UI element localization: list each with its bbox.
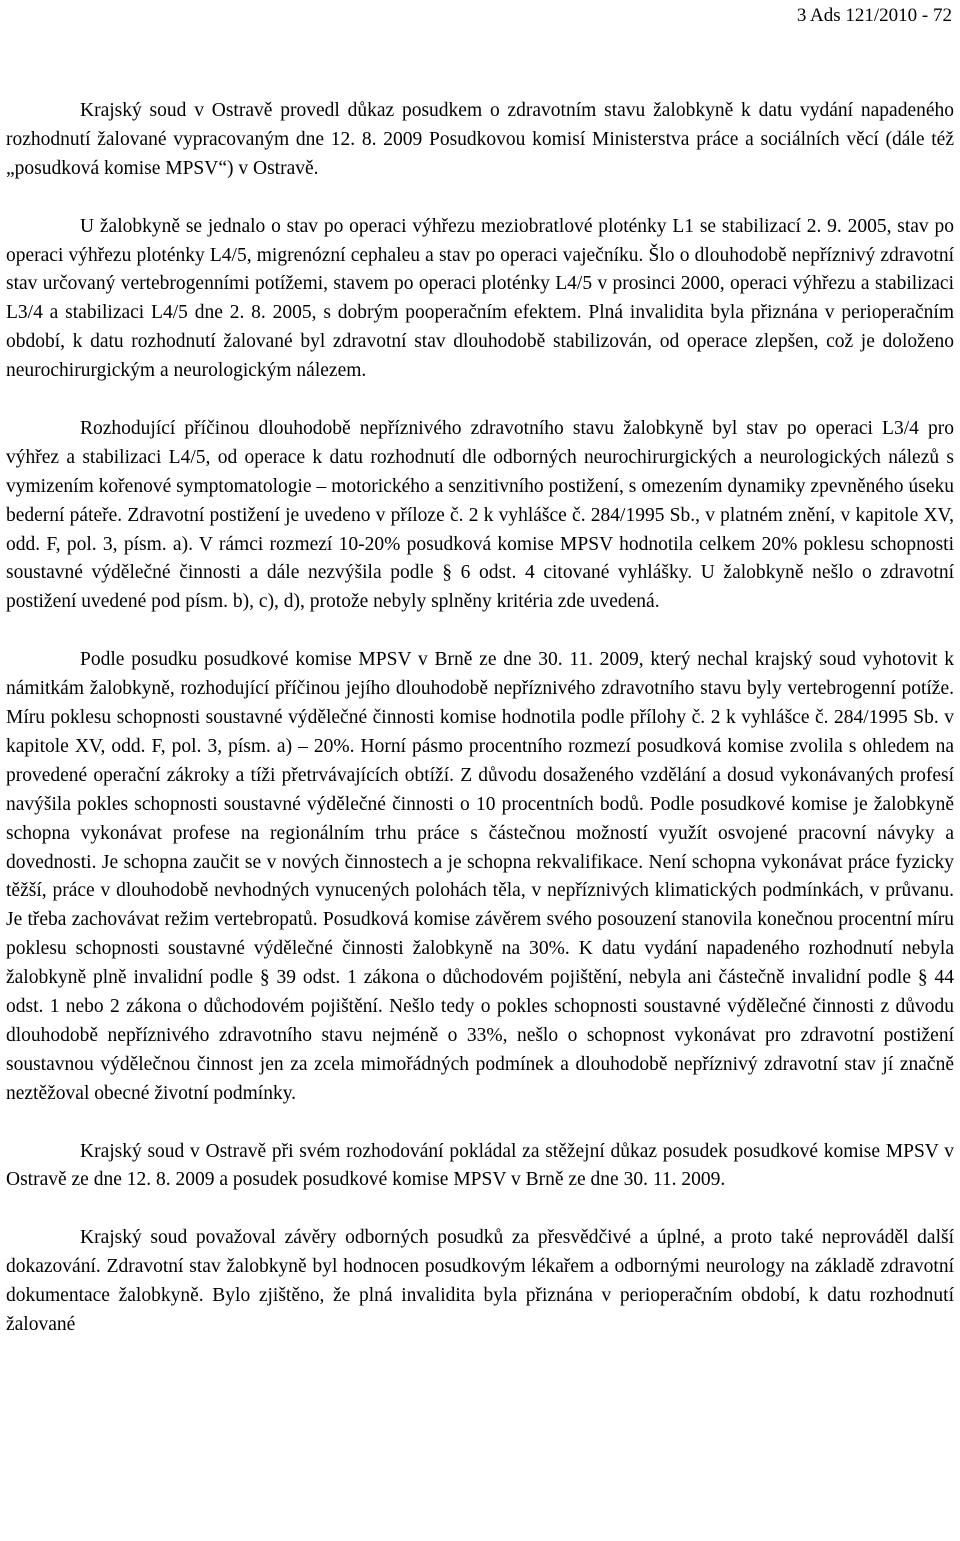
paragraph-4: Podle posudku posudkové komise MPSV v Brně ze dne 30. 11. 2009, který nechal krajský soud vyhotovit k námitkám žalobkyně, rozhodující příčinou jejího dlouhodobě nepříznivého zdravotního stavu byly vertebrogenní potíže. Míru poklesu schopnosti soustavné výdělečné činnosti komise hodnotila podle přílohy č. 2 k vyhlášce č. 284/1995 Sb. v kapitole XV, odd. F, pol. 3, písm. a) – 20%. Horní pásmo procentního rozmezí posudková komise zvolila s ohledem na provedené operační zákroky a tíži přetrvávajících obtíží. Z důvodu dosaženého vzdělání a dosud vykonávaných profesí navýšila pokles schopnosti soustavné výdělečné činnosti o 10 procentních bodů. Podle posudkové komise je žalobkyně schopna vykonávat profese na regionálním trhu práce s částečnou možností využít osvojené pracovní návyky a dovednosti. Je schopna zaučit se v nových činnostech a je schopna rekvalifikace. Není schopna vykonávat práce fyzicky těžší, práce v dlouhodobě nevhodných vynucených polohách těla, v nepříznivých klimatických podmínkách, v průvanu. Je třeba zachovávat režim vertebropatů. Posudková komise závěrem svého posouzení stanovila konečnou procentní míru poklesu schopnosti soustavné výdělečné činnosti žalobkyně na 30%. K datu vydání napadeného rozhodnutí nebyla žalobkyně plně invalidní podle § 39 odst. 1 zákona o důchodovém pojištění, nebyla ani částečně invalidní podle § 44 odst. 1 nebo 2 zákona o důchodovém pojištění. Nešlo tedy o pokles schopnosti soustavné výdělečné činnosti z důvodu dlouhodobě nepříznivého zdravotního stavu nejméně o 33%, nešlo o schopnost vykonávat pro zdravotní postižení soustavnou výdělečnou činnost jen za zcela mimořádných podmínek a dlouhodobě nepříznivý zdravotní stav jí značně neztěžoval obecné životní podmínky. xyxy=(6,649,954,1104)
paragraph-2: U žalobkyně se jednalo o stav po operaci výhřezu meziobratlové ploténky L1 se stabilizací 2. 9. 2005, stav po operaci výhřezu ploténky L4/5, migrenózní cephaleu a stav po operaci vaječníku. Šlo o dlouhodobě nepříznivý zdravotní stav určovaný vertebrogenními potížemi, stavem po operaci ploténky L4/5 v prosinci 2000, operaci výhřezu a stabilizaci L3/4 a stabilizaci L4/5 dne 2. 8. 2005, s dobrým pooperačním efektem. Plná invalidita byla přiznána v perioperačním období, k datu rozhodnutí žalované byl zdravotní stav dlouhodobě stabilizován, od operace zlepšen, což je doloženo neurochirurgickým a neurologickým nálezem. xyxy=(6,215,954,382)
paragraph-6: Krajský soud považoval závěry odborných posudků za přesvědčivé a úplné, a proto také neprováděl další dokazování. Zdravotní stav žalobkyně byl hodnocen posudkovým lékařem a odbornými neurology na základě zdravotní dokumentace žalobkyně. Bylo zjištěno, že plná invalidita byla přiznána v perioperačním období, k datu rozhodnutí žalované xyxy=(6,1227,954,1335)
paragraph-gap xyxy=(6,184,954,213)
paragraph-gap xyxy=(6,1195,954,1224)
paragraph-3: Rozhodující příčinou dlouhodobě nepříznivého zdravotního stavu žalobkyně byl stav po operaci L3/4 pro výhřez a stabilizaci L4/5, od operace k datu rozhodnutí dle odborných neurochirurgických a neurologických nálezů s vymizením kořenové symptomatologie – motorického a senzitivního postižení, s omezením dynamiky zpevněného úseku bederní páteře. Zdravotní postižení je uvedeno v příloze č. 2 k vyhlášce č. 284/1995 Sb., v platném znění, v kapitole XV, odd. F, pol. 3, písm. a). V rámci rozmezí 10-20% posudková komise MPSV hodnotila celkem 20% poklesu schopnosti soustavné výdělečné činnosti a dále nezvýšila podle § 6 odst. 4 citované vyhlášky. U žalobkyně nešlo o zdravotní postižení uvedené pod písm. b), c), d), protože nebyly splněny kritéria zde uvedená. xyxy=(6,417,954,613)
document-body xyxy=(6,97,954,1340)
case-number: 3 Ads 121/2010 - 72 xyxy=(796,5,952,26)
paragraph-gap xyxy=(6,386,954,415)
paragraph-gap xyxy=(6,1109,954,1138)
paragraph-gap xyxy=(6,617,954,646)
paragraph-1: Krajský soud v Ostravě provedl důkaz posudkem o zdravotním stavu žalobkyně k datu vydání napadeného rozhodnutí žalované vypracovaným dne 12. 8. 2009 Posudkovou komisí Ministerstva práce a sociálních věcí (dále též „posudková komise MPSV“) v Ostravě. xyxy=(6,100,954,179)
paragraph-5: Krajský soud v Ostravě při svém rozhodování pokládal za stěžejní důkaz posudek posudkové komise MPSV v Ostravě ze dne 12. 8. 2009 a posudek posudkové komise MPSV v Brně ze dne 30. 11. 2009. xyxy=(6,1140,954,1191)
